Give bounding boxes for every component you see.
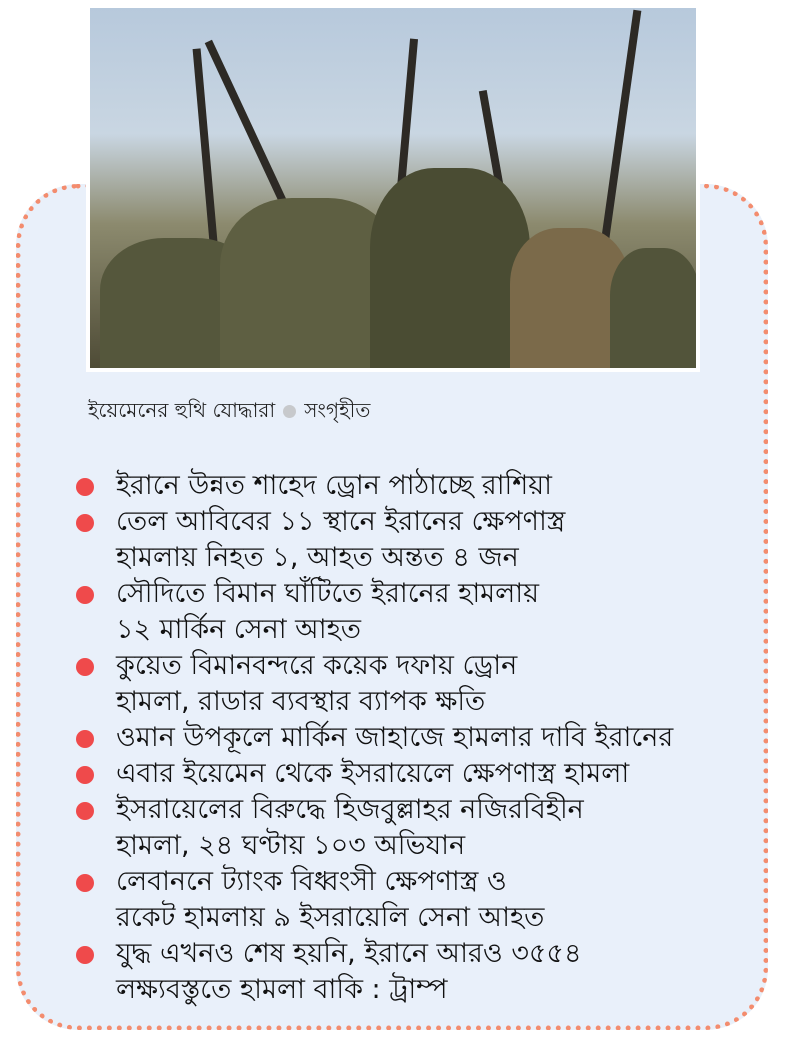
bullet-icon [76,658,94,676]
list-item [76,756,756,792]
headline-line: তেল আবিবের ১১ স্থানে ইরানের ক্ষেপণাস্ত্র [116,506,566,537]
headline-line: হামলা, ২৪ ঘণ্টায় ১০৩ অভিযান [116,830,466,861]
figure-shape [370,168,530,368]
list-item [76,936,756,1008]
headline-line: হামলায় নিহত ১, আহত অন্তত ৪ জন [116,542,519,573]
bullet-icon [76,586,94,604]
headline-line: যুদ্ধ এখনও শেষ হয়নি, ইরানে আরও ৩৫৫৪ [116,938,582,969]
bullet-icon [76,802,94,820]
list-item [76,504,756,576]
headline-line: ১২ মার্কিন সেনা আহত [116,614,362,645]
rifle-shape [193,48,218,248]
bullet-icon [76,946,94,964]
headline-line: হামলা, রাডার ব্যবস্থার ব্যাপক ক্ষতি [116,686,486,717]
caption-text: ইয়েমেনের হুথি যোদ্ধারা [88,398,276,422]
headline-line: ইসরায়েলের বিরুদ্ধে হিজবুল্লাহর নজিরবিহীন [116,794,584,825]
list-item [76,468,756,504]
photo-caption [88,396,370,429]
headline-list [76,468,756,1008]
list-item [76,864,756,936]
headline-line: এবার ইয়েমেন থেকে ইসরায়েলে ক্ষেপণাস্ত্র হামলা [116,758,630,789]
list-item [76,576,756,648]
news-photo [86,4,700,372]
list-item [76,792,756,864]
caption-credit: সংগৃহীত [304,398,371,422]
headline-line: রকেট হামলায় ৯ ইসরায়েলি সেনা আহত [116,902,545,933]
bullet-icon [76,514,94,532]
headline-line: লেবাননে ট্যাংক বিধ্বংসী ক্ষেপণাস্ত্র ও [116,866,507,897]
figure-shape [610,248,696,368]
bullet-icon [76,874,94,892]
headline-line: ওমান উপকূলে মার্কিন জাহাজে হামলার দাবি ইরানের [116,722,674,753]
list-item [76,648,756,720]
headline-line: লক্ষ্যবস্তুতে হামলা বাকি : ট্রাম্প [116,974,448,1005]
separator-dot-icon [283,405,296,418]
bullet-icon [76,478,94,496]
headline-line: সৌদিতে বিমান ঘাঁটিতে ইরানের হামলায় [116,578,540,609]
headline-line: কুয়েত বিমানবন্দরে কয়েক দফায় ড্রোন [116,650,518,681]
list-item [76,720,756,756]
photo-soldiers [90,8,696,368]
headline-line: ইরানে উন্নত শাহেদ ড্রোন পাঠাচ্ছে রাশিয়া [116,470,552,501]
rifle-shape [600,10,641,249]
bullet-icon [76,730,94,748]
bullet-icon [76,766,94,784]
